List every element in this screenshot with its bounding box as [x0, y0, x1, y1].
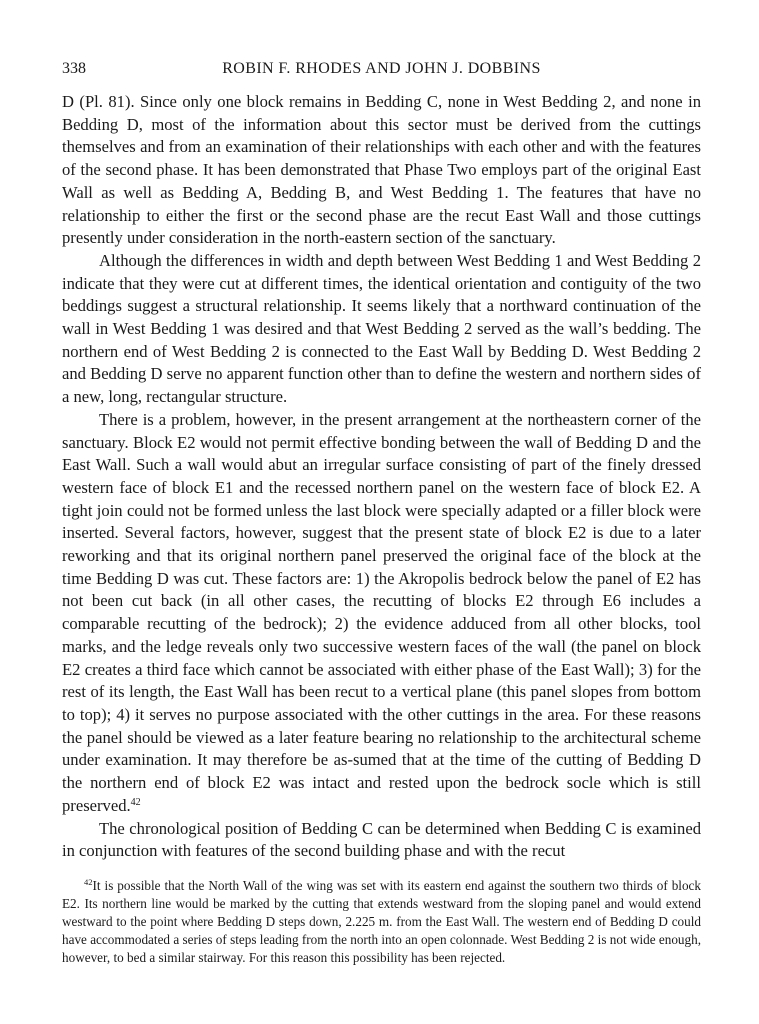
- footnote-marker: 42: [84, 877, 93, 887]
- paragraph-4: The chronological position of Bedding C can be determined when Bedding C is examined in conjunction with features of the second building phase and with the recut: [62, 818, 701, 861]
- page-header: [62, 57, 701, 81]
- body-text: [62, 91, 701, 863]
- paragraph-3: [62, 409, 701, 818]
- footnote-reference[interactable]: 42: [130, 796, 141, 808]
- footnote: [62, 877, 701, 967]
- paragraph-3-text: There is a problem, however, in the present arrangement at the northeastern corner of the sanctuary. Block E2 would not permit effective bonding between the wall of Bedding D and the East Wall. Such a wall would abut an irregular surface consisting of part of the finely dressed western face of block E1 and the recessed northern panel on the western face of block E2. A tight join could not be formed unless the last block were specially adapted or a filler block were inserted. Several factors, however, suggest that the present state of block E2 is due to a later reworking and that its original northern panel preserved the original face of the block at the time Bedding D was cut. These factors are: 1) the Akropolis bedrock below the panel of E2 has not been cut back (in all other cases, the recutting of blocks E2 through E6 includes a comparable recutting of the bedrock); 2) the evidence adduced from all other blocks, tool marks, and the ledge reveals only two successive western faces of the wall (the panel on block E2 creates a third face which cannot be associated with either phase of the East Wall); 3) for the rest of its length, the East Wall has been recut to a vertical plane (this panel slopes from bottom to top); 4) it serves no purpose associated with the other cuttings in the area. For these reasons the panel should be viewed as a later feature bearing no relationship to the architectural scheme under examination. It may therefore be as-sumed that at the time of the cutting of Bedding D the northern end of block E2 was intact and rested upon the bedrock socle which is still preserved.: [62, 409, 701, 815]
- paragraph-1: D (Pl. 81). Since only one block remains in Bedding C, none in West Bedding 2, and none in Bedding D, most of the information about this sector must be derived from the cuttings themselves and from an examination of their relationships with each other and with the features of the second phase. It has been demonstrated that Phase Two employs part of the original East Wall as well as Bedding A, Bedding B, and West Bedding 1. The features that have no relationship to either the first or the second phase are the recut East Wall and those cuttings presently under consideration in the north-eastern section of the sanctuary.: [62, 92, 701, 248]
- footnote-text: It is possible that the North Wall of the wing was set with its eastern end against the southern two thirds of block E2. Its northern line would be marked by the cutting that extends westward from the sloping panel and would extend westward to the point where Bedding D steps down, 2.225 m. from the East Wall. The western end of Bedding D could have accommodated a series of steps leading from the north into an open colonnade. West Bedding 2 is not wide enough, however, to bed a similar stairway. For this reason this possibility has been rejected.: [62, 878, 701, 965]
- running-head: ROBIN F. RHODES AND JOHN J. DOBBINS: [222, 60, 541, 77]
- page-number: 338: [62, 60, 86, 77]
- paragraph-2: Although the differences in width and depth between West Bedding 1 and West Bedding 2 indicate that they were cut at different times, the identical orientation and contiguity of the two beddings suggest a structural relationship. It seems likely that a northward continuation of the wall in West Bedding 1 was desired and that West Bedding 2 served as the wall’s bedding. The northern end of West Bedding 2 is connected to the East Wall by Bedding D. West Bedding 2 and Bedding D serve no apparent function other than to define the western and northern sides of a new, long, rectangular structure.: [62, 250, 701, 407]
